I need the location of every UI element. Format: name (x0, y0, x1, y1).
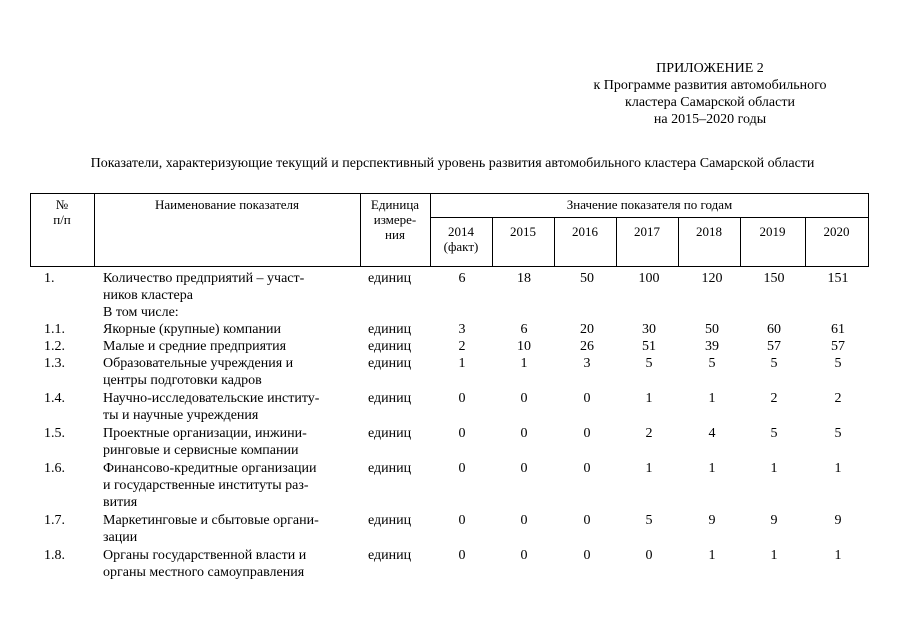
row-value: 0 (520, 391, 528, 406)
row-value: 0 (520, 426, 528, 441)
row-value: 50 (580, 271, 594, 286)
row-value: 1 (708, 391, 716, 406)
row-unit: единиц (368, 461, 412, 476)
header-year-note: (факт) (443, 239, 479, 254)
row-indicator-name (103, 390, 355, 424)
row-unit: единиц (368, 322, 412, 337)
header-unit-line2: измере- (373, 212, 417, 227)
row-value: 39 (705, 339, 719, 354)
row-indicator-name (103, 304, 355, 321)
row-indicator-name-line: Финансово-кредитные организации (103, 461, 317, 476)
row-value: 1 (770, 461, 778, 476)
row-value: 5 (834, 426, 842, 441)
row-value: 1 (834, 461, 842, 476)
row-indicator-name-line: ринговые и сервисные компании (103, 443, 299, 458)
row-value: 0 (458, 391, 466, 406)
row-indicator-name-line: Якорные (крупные) компании (103, 322, 281, 337)
row-value: 0 (583, 391, 591, 406)
row-value: 1 (520, 356, 528, 371)
row-value: 0 (583, 513, 591, 528)
row-indicator-name-line: Малые и средние предприятия (103, 339, 287, 354)
row-indicator-name (103, 321, 355, 338)
header-year-2014 (430, 224, 492, 254)
header-bottom-border (30, 266, 869, 267)
row-value: 0 (583, 426, 591, 441)
row-value: 5 (770, 356, 778, 371)
row-value: 60 (767, 322, 781, 337)
row-indicator-name-line: Маркетинговые и сбытовые органи- (103, 513, 319, 528)
row-indicator-name (103, 547, 355, 581)
row-value: 1 (708, 548, 716, 563)
header-top-border (30, 193, 869, 194)
row-indicator-name (103, 338, 355, 355)
row-value: 9 (834, 513, 842, 528)
row-value: 0 (583, 461, 591, 476)
header-num (30, 197, 94, 227)
row-indicator-name-line: Образовательные учреждения и (103, 356, 294, 371)
document-title: Показатели, характеризующие текущий и перспективный уровень развития автомобильного кластера Самарской области (90, 156, 815, 171)
header-year-label: 2014 (448, 224, 474, 239)
row-value: 1 (834, 548, 842, 563)
row-indicator-name-line: вития (103, 495, 138, 510)
row-value: 5 (834, 356, 842, 371)
row-indicator-name-line: зации (103, 530, 138, 545)
row-number: 1.7. (44, 513, 65, 528)
row-number: 1.4. (44, 391, 65, 406)
row-indicator-name (103, 512, 355, 546)
row-unit: единиц (368, 356, 412, 371)
row-value: 1 (770, 548, 778, 563)
row-value: 2 (458, 339, 466, 354)
table-header (30, 193, 869, 267)
row-indicator-name (103, 425, 355, 459)
row-value: 5 (770, 426, 778, 441)
row-unit: единиц (368, 271, 412, 286)
row-value: 1 (708, 461, 716, 476)
row-unit: единиц (368, 339, 412, 354)
row-value: 26 (580, 339, 594, 354)
row-value: 18 (517, 271, 531, 286)
header-values-group: Значение показателя по годам (566, 197, 733, 212)
row-value: 120 (701, 271, 723, 286)
row-indicator-name (103, 355, 355, 389)
row-value: 10 (517, 339, 531, 354)
row-unit: единиц (368, 548, 412, 563)
row-unit: единиц (368, 426, 412, 441)
header-year-2017: 2017 (634, 224, 660, 239)
row-value: 50 (705, 322, 719, 337)
row-value: 20 (580, 322, 594, 337)
row-indicator-name-line: ников кластера (103, 288, 193, 303)
row-value: 9 (708, 513, 716, 528)
header-year-2018: 2018 (696, 224, 722, 239)
row-value: 0 (458, 461, 466, 476)
row-value: 2 (645, 426, 653, 441)
row-value: 1 (458, 356, 466, 371)
row-value: 1 (645, 391, 653, 406)
row-value: 0 (520, 461, 528, 476)
row-value: 4 (708, 426, 716, 441)
row-value: 100 (638, 271, 660, 286)
row-number: 1.5. (44, 426, 65, 441)
appendix-program: к Программе развития автомобильного (593, 78, 827, 93)
row-value: 150 (763, 271, 785, 286)
row-value: 151 (827, 271, 849, 286)
row-value: 1 (645, 461, 653, 476)
row-number: 1. (44, 271, 55, 286)
row-indicator-name-line: органы местного самоуправления (103, 565, 305, 580)
appendix-years: на 2015–2020 годы (653, 112, 767, 127)
appendix-heading (560, 60, 860, 128)
header-year-2020: 2020 (823, 224, 850, 239)
row-indicator-name-line: и государственные институты раз- (103, 478, 309, 493)
row-value: 51 (642, 339, 656, 354)
row-unit: единиц (368, 391, 412, 406)
header-unit (360, 197, 430, 242)
row-number: 1.8. (44, 548, 65, 563)
header-name: Наименование показателя (154, 197, 300, 212)
row-value: 9 (770, 513, 778, 528)
header-unit-line3: ния (385, 227, 405, 242)
row-value: 5 (645, 513, 653, 528)
row-value: 30 (642, 322, 656, 337)
row-indicator-name-line: центры подготовки кадров (103, 373, 262, 388)
row-number: 1.3. (44, 356, 65, 371)
row-value: 0 (520, 513, 528, 528)
row-indicator-name-line: Количество предприятий – участ- (103, 271, 305, 286)
row-indicator-name-line: Научно-исследовательские институ- (103, 391, 320, 406)
row-value: 57 (767, 339, 781, 354)
row-value: 0 (583, 548, 591, 563)
row-value: 3 (583, 356, 591, 371)
row-indicator-name (103, 270, 355, 304)
row-value: 0 (645, 548, 653, 563)
row-indicator-name-line: Органы государственной власти и (103, 548, 307, 563)
row-value: 57 (831, 339, 845, 354)
header-num-line1: № (55, 197, 69, 212)
row-value: 0 (458, 548, 466, 563)
header-year-2016: 2016 (572, 224, 598, 239)
appendix-label: ПРИЛОЖЕНИЕ 2 (656, 61, 764, 76)
row-indicator-name-line: ты и научные учреждения (103, 408, 259, 423)
row-value: 3 (458, 322, 466, 337)
header-num-line2: п/п (53, 212, 71, 227)
row-value: 0 (458, 513, 466, 528)
header-unit-line1: Единица (370, 197, 420, 212)
row-indicator-name (103, 460, 355, 511)
row-value: 5 (708, 356, 716, 371)
row-number: 1.2. (44, 339, 65, 354)
row-value: 2 (834, 391, 842, 406)
row-value: 61 (831, 322, 845, 337)
row-indicator-name-line: Проектные организации, инжини- (103, 426, 307, 441)
row-value: 2 (770, 391, 778, 406)
row-number: 1.1. (44, 322, 65, 337)
row-value: 6 (520, 322, 528, 337)
row-number: 1.6. (44, 461, 65, 476)
row-value: 6 (458, 271, 466, 286)
row-value: 0 (520, 548, 528, 563)
row-value: 0 (458, 426, 466, 441)
header-group-divider (430, 217, 869, 218)
appendix-cluster: кластера Самарской области (625, 95, 795, 110)
row-indicator-name-line: В том числе: (103, 305, 179, 320)
header-year-2019: 2019 (759, 224, 786, 239)
row-value: 5 (645, 356, 653, 371)
row-unit: единиц (368, 513, 412, 528)
header-year-2015: 2015 (510, 224, 536, 239)
